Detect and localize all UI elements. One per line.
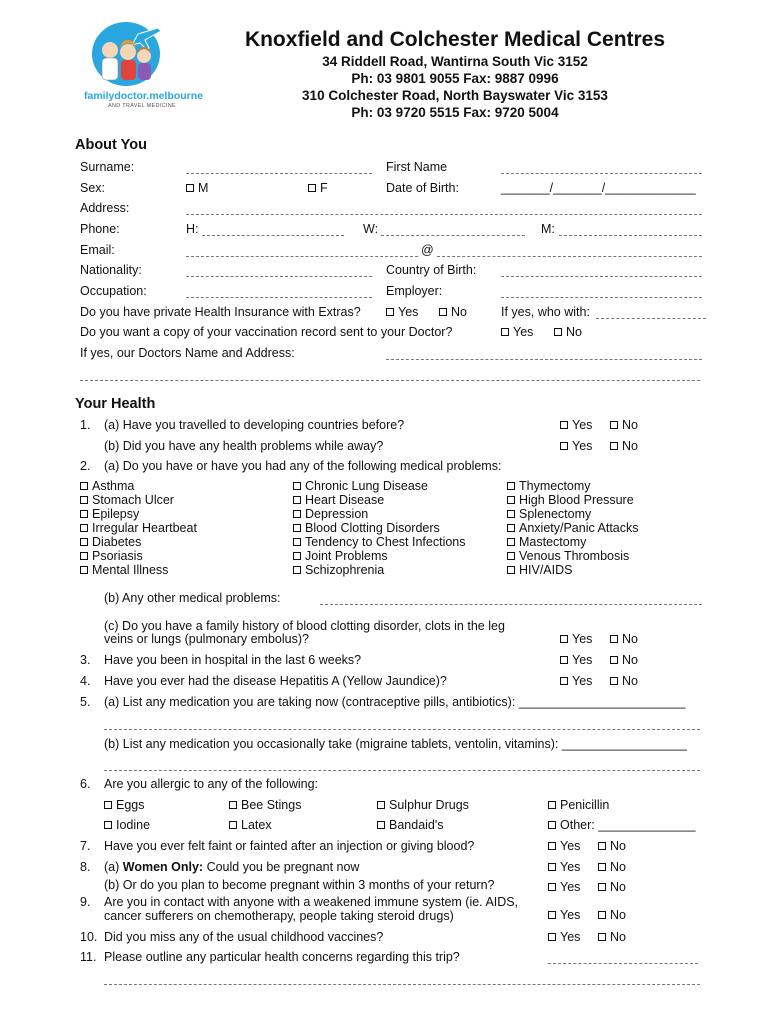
med-label: HIV/AIDS xyxy=(519,563,573,577)
no-label: No xyxy=(610,930,626,944)
first-name-label: First Name xyxy=(386,160,448,174)
q1b-no[interactable] xyxy=(610,439,638,453)
dob-field[interactable]: _______/_______/_____________ xyxy=(501,181,696,195)
surname-field[interactable] xyxy=(186,173,372,174)
checkbox-icon[interactable] xyxy=(560,656,568,664)
med-item[interactable] xyxy=(507,563,639,577)
allergy-other[interactable] xyxy=(548,818,696,832)
phone-line-1: Ph: 03 9801 9055 Fax: 9887 0996 xyxy=(351,71,559,86)
q3-text: Have you been in hospital in the last 6 weeks? xyxy=(104,653,362,667)
no-label: No xyxy=(610,880,626,894)
checkbox-icon[interactable] xyxy=(554,328,562,336)
doctor-question: If yes, our Doctors Name and Address: xyxy=(80,346,295,360)
insurance-no[interactable] xyxy=(439,305,467,319)
checkbox-icon[interactable] xyxy=(104,801,112,809)
email-domain-field[interactable] xyxy=(437,256,702,257)
clinic-logo xyxy=(78,14,208,114)
q1b-text: (b) Did you have any health problems while away? xyxy=(104,439,384,453)
country-label: Country of Birth: xyxy=(386,263,477,277)
medical-col-1 xyxy=(80,479,197,577)
checkbox-icon[interactable] xyxy=(507,510,515,518)
no-label: No xyxy=(566,325,582,339)
checkbox-icon[interactable] xyxy=(598,842,606,850)
med-label: High Blood Pressure xyxy=(519,493,634,507)
allergy-label: Latex xyxy=(241,818,272,832)
med-label: Epilepsy xyxy=(92,507,140,521)
checkbox-icon[interactable] xyxy=(548,933,556,941)
checkbox-icon[interactable] xyxy=(186,184,194,192)
email-at: @ xyxy=(421,243,434,257)
sex-label: Sex: xyxy=(80,181,106,195)
med-item[interactable] xyxy=(507,493,639,507)
med-label: Schizophrenia xyxy=(305,563,385,577)
surname-label: Surname: xyxy=(80,160,135,174)
med-label: Chronic Lung Disease xyxy=(305,479,428,493)
allergy-sulphur[interactable] xyxy=(377,798,469,812)
no-label: No xyxy=(610,908,626,922)
q2c-no[interactable] xyxy=(610,632,638,646)
med-item[interactable] xyxy=(80,549,197,563)
med-label: Mastectomy xyxy=(519,535,587,549)
q1a-yes[interactable] xyxy=(560,418,592,432)
q4-yes[interactable] xyxy=(560,674,592,688)
q4-text: Have you ever had the disease Hepatitis A (Yellow Jaundice)? xyxy=(104,674,447,688)
address-line-1: 34 Riddell Road, Wantirna South Vic 3152 xyxy=(322,54,588,69)
q9-number: 9. xyxy=(80,895,91,909)
med-item[interactable] xyxy=(293,521,466,535)
checkbox-icon[interactable] xyxy=(386,308,394,316)
yes-label: Yes xyxy=(572,632,593,646)
no-label: No xyxy=(622,632,638,646)
q5b-field-2[interactable] xyxy=(104,770,700,771)
sex-male-option[interactable] xyxy=(186,181,208,195)
yes-label: Yes xyxy=(560,839,581,853)
email-label: Email: xyxy=(80,243,115,257)
q8b-yes[interactable] xyxy=(548,880,580,894)
q11-field[interactable] xyxy=(548,963,698,964)
employer-field[interactable] xyxy=(501,297,702,298)
allergy-label: Eggs xyxy=(116,798,145,812)
q9-yes[interactable] xyxy=(548,908,580,922)
logo-tagline: AND TRAVEL MEDICINE xyxy=(108,103,176,109)
med-label: Anxiety/Panic Attacks xyxy=(519,521,639,535)
checkbox-icon[interactable] xyxy=(560,677,568,685)
med-label: Thymectomy xyxy=(519,479,591,493)
q4-no[interactable] xyxy=(610,674,638,688)
insurance-question: Do you have private Health Insurance with Extras? xyxy=(80,305,361,319)
clinic-title: Knoxfield and Colchester Medical Centres xyxy=(244,28,666,51)
q8a-no[interactable] xyxy=(598,860,626,874)
checkbox-icon[interactable] xyxy=(293,482,301,490)
med-label: Diabetes xyxy=(92,535,142,549)
vaccination-no[interactable] xyxy=(554,325,582,339)
q1a-text: (a) Have you travelled to developing countries before? xyxy=(104,418,405,432)
allergy-eggs[interactable] xyxy=(104,798,145,812)
checkbox-icon[interactable] xyxy=(229,821,237,829)
yes-label: Yes xyxy=(560,930,581,944)
q8a-women-only: Women Only: xyxy=(122,860,204,874)
checkbox-icon[interactable] xyxy=(293,524,301,532)
checkbox-icon[interactable] xyxy=(610,635,618,643)
q7-no[interactable] xyxy=(598,839,626,853)
checkbox-icon[interactable] xyxy=(598,911,606,919)
med-item[interactable] xyxy=(80,563,197,577)
phone-label: Phone: xyxy=(80,222,120,236)
email-user-field[interactable] xyxy=(186,256,418,257)
q9-text-2: cancer sufferers on chemotherapy, people taking steroid drugs) xyxy=(104,909,454,923)
allergy-bee-stings[interactable] xyxy=(229,798,301,812)
checkbox-icon[interactable] xyxy=(104,821,112,829)
home-phone-label: H: xyxy=(186,222,199,236)
med-item[interactable] xyxy=(293,507,466,521)
checkbox-icon[interactable] xyxy=(293,538,301,546)
checkbox-icon[interactable] xyxy=(439,308,447,316)
med-label: Splenectomy xyxy=(519,507,592,521)
allergy-label: Bandaid's xyxy=(389,818,444,832)
checkbox-icon[interactable] xyxy=(293,510,301,518)
checkbox-icon[interactable] xyxy=(308,184,316,192)
q8a-suffix: Could you be pregnant now xyxy=(203,860,360,874)
mobile-phone-label: M: xyxy=(541,222,555,236)
q9-no[interactable] xyxy=(598,908,626,922)
q6-number: 6. xyxy=(80,777,91,791)
q5-number: 5. xyxy=(80,695,91,709)
q3-yes[interactable] xyxy=(560,653,592,667)
checkbox-icon[interactable] xyxy=(560,421,568,429)
checkbox-icon[interactable] xyxy=(80,538,88,546)
med-item[interactable] xyxy=(80,493,197,507)
checkbox-icon[interactable] xyxy=(548,821,556,829)
allergy-label: Bee Stings xyxy=(241,798,302,812)
dob-label: Date of Birth: xyxy=(386,181,459,195)
checkbox-icon[interactable] xyxy=(507,496,515,504)
q1-number: 1. xyxy=(80,418,91,432)
yes-label: Yes xyxy=(572,418,593,432)
yes-label: Yes xyxy=(560,860,581,874)
med-label: Blood Clotting Disorders xyxy=(305,521,440,535)
med-item[interactable] xyxy=(80,521,197,535)
med-label: Venous Thrombosis xyxy=(519,549,630,563)
q5a-field-2[interactable] xyxy=(104,729,700,730)
occupation-field[interactable] xyxy=(186,297,372,298)
nationality-field[interactable] xyxy=(186,276,372,277)
q2c-text-1: (c) Do you have a family history of blood clotting disorder, clots in the leg xyxy=(104,619,505,633)
checkbox-icon[interactable] xyxy=(548,801,556,809)
checkbox-icon[interactable] xyxy=(507,566,515,574)
no-label: No xyxy=(622,653,638,667)
checkbox-icon[interactable] xyxy=(80,496,88,504)
country-field[interactable] xyxy=(501,276,702,277)
q11-field-2[interactable] xyxy=(104,984,700,985)
q6-text: Are you allergic to any of the following: xyxy=(104,777,319,791)
q1b-yes[interactable] xyxy=(560,439,592,453)
yes-label: Yes xyxy=(398,305,419,319)
allergy-penicillin[interactable] xyxy=(548,798,609,812)
checkbox-icon[interactable] xyxy=(548,863,556,871)
nationality-label: Nationality: xyxy=(80,263,142,277)
checkbox-icon[interactable] xyxy=(598,863,606,871)
q8b-no[interactable] xyxy=(598,880,626,894)
med-item[interactable] xyxy=(507,479,639,493)
checkbox-icon[interactable] xyxy=(610,442,618,450)
q11-text: Please outline any particular health concerns regarding this trip? xyxy=(104,950,460,964)
q10-no[interactable] xyxy=(598,930,626,944)
medical-col-3 xyxy=(507,479,639,577)
checkbox-icon[interactable] xyxy=(548,842,556,850)
checkbox-icon[interactable] xyxy=(293,552,301,560)
checkbox-icon[interactable] xyxy=(548,883,556,891)
doctor-field[interactable] xyxy=(386,359,702,360)
phone-line-2: Ph: 03 9720 5515 Fax: 9720 5004 xyxy=(351,105,559,120)
yes-label: Yes xyxy=(572,653,593,667)
checkbox-icon[interactable] xyxy=(377,801,385,809)
checkbox-icon[interactable] xyxy=(80,482,88,490)
med-label: Depression xyxy=(305,507,369,521)
allergy-bandaids[interactable] xyxy=(377,818,444,832)
med-item[interactable] xyxy=(507,507,639,521)
q2a-text: (a) Do you have or have you had any of the following medical problems: xyxy=(104,459,502,473)
occupation-label: Occupation: xyxy=(80,284,147,298)
address-label: Address: xyxy=(80,201,130,215)
checkbox-icon[interactable] xyxy=(560,635,568,643)
vaccination-question: Do you want a copy of your vaccination record sent to your Doctor? xyxy=(80,325,453,339)
yes-label: Yes xyxy=(560,880,581,894)
q8b-text: (b) Or do you plan to become pregnant within 3 months of your return? xyxy=(104,878,495,892)
female-label: F xyxy=(320,181,328,195)
med-label: Heart Disease xyxy=(305,493,385,507)
med-item[interactable] xyxy=(293,549,466,563)
q2c-yes[interactable] xyxy=(560,632,592,646)
med-item[interactable] xyxy=(293,493,466,507)
q11-number: 11. xyxy=(80,950,97,964)
checkbox-icon[interactable] xyxy=(229,801,237,809)
checkbox-icon[interactable] xyxy=(548,911,556,919)
med-item[interactable] xyxy=(80,535,197,549)
checkbox-icon[interactable] xyxy=(610,421,618,429)
q10-text: Did you miss any of the usual childhood vaccines? xyxy=(104,930,384,944)
checkbox-icon[interactable] xyxy=(507,482,515,490)
address-line-2: 310 Colchester Road, North Bayswater Vic 3153 xyxy=(302,88,608,103)
yes-label: Yes xyxy=(572,439,593,453)
med-item[interactable] xyxy=(293,479,466,493)
male-label: M xyxy=(198,181,209,195)
checkbox-icon[interactable] xyxy=(507,538,515,546)
q8a-text xyxy=(104,860,359,874)
checkbox-icon[interactable] xyxy=(80,566,88,574)
med-item[interactable] xyxy=(507,549,639,563)
insurance-who-field[interactable] xyxy=(596,318,706,319)
health-heading: Your Health xyxy=(75,396,156,412)
q3-no[interactable] xyxy=(610,653,638,667)
med-label: Mental Illness xyxy=(92,563,169,577)
allergy-label: Penicillin xyxy=(560,798,610,812)
no-label: No xyxy=(622,418,638,432)
no-label: No xyxy=(622,439,638,453)
home-phone-field[interactable] xyxy=(202,235,344,236)
med-label: Stomach Ulcer xyxy=(92,493,174,507)
work-phone-label: W: xyxy=(363,222,379,236)
checkbox-icon[interactable] xyxy=(293,566,301,574)
checkbox-icon[interactable] xyxy=(598,933,606,941)
q7-number: 7. xyxy=(80,839,91,853)
med-label: Psoriasis xyxy=(92,549,143,563)
allergy-iodine[interactable] xyxy=(104,818,150,832)
insurance-yes[interactable] xyxy=(386,305,418,319)
insurance-who-label: If yes, who with: xyxy=(501,305,590,319)
address-field[interactable] xyxy=(186,214,702,215)
checkbox-icon[interactable] xyxy=(293,496,301,504)
checkbox-icon[interactable] xyxy=(560,442,568,450)
q10-number: 10. xyxy=(80,930,98,944)
checkbox-icon[interactable] xyxy=(80,552,88,560)
q10-yes[interactable] xyxy=(548,930,580,944)
checkbox-icon[interactable] xyxy=(598,883,606,891)
q2-number: 2. xyxy=(80,459,91,473)
med-label: Irregular Heartbeat xyxy=(92,521,197,535)
q7-yes[interactable] xyxy=(548,839,580,853)
med-item[interactable] xyxy=(80,507,197,521)
q8a-yes[interactable] xyxy=(548,860,580,874)
allergy-latex[interactable] xyxy=(229,818,272,832)
no-label: No xyxy=(610,839,626,853)
yes-label: Yes xyxy=(572,674,593,688)
checkbox-icon[interactable] xyxy=(507,524,515,532)
q5b-text[interactable]: (b) List any medication you occasionally take (migraine tablets, ventolin, vitamins): __________________ xyxy=(104,737,687,751)
med-item[interactable] xyxy=(293,563,466,577)
allergy-label: Other: ______________ xyxy=(560,818,696,832)
q7-text: Have you ever felt faint or fainted after an injection or giving blood? xyxy=(104,839,475,853)
checkbox-icon[interactable] xyxy=(501,328,509,336)
no-label: No xyxy=(622,674,638,688)
yes-label: Yes xyxy=(513,325,534,339)
first-name-field[interactable] xyxy=(501,173,702,174)
mobile-phone-field[interactable] xyxy=(559,235,702,236)
q2b-text: (b) Any other medical problems: xyxy=(104,591,281,605)
med-label: Joint Problems xyxy=(305,549,388,563)
med-item[interactable] xyxy=(80,479,197,493)
checkbox-icon[interactable] xyxy=(610,656,618,664)
checkbox-icon[interactable] xyxy=(377,821,385,829)
sex-female-option[interactable] xyxy=(308,181,328,195)
about-heading: About You xyxy=(75,137,147,153)
q5a-text[interactable]: (a) List any medication you are taking now (contraceptive pills, antibiotics): ________________________ xyxy=(104,695,686,709)
checkbox-icon[interactable] xyxy=(610,677,618,685)
q3-number: 3. xyxy=(80,653,91,667)
allergy-label: Iodine xyxy=(116,818,151,832)
medical-col-2 xyxy=(293,479,466,577)
no-label: No xyxy=(451,305,467,319)
med-item[interactable] xyxy=(507,521,639,535)
med-label: Asthma xyxy=(92,479,135,493)
employer-label: Employer: xyxy=(386,284,443,298)
q2b-field[interactable] xyxy=(320,604,702,605)
doctor-field-2[interactable] xyxy=(80,380,700,381)
q4-number: 4. xyxy=(80,674,91,688)
allergy-label: Sulphur Drugs xyxy=(389,798,469,812)
checkbox-icon[interactable] xyxy=(80,524,88,532)
med-label: Tendency to Chest Infections xyxy=(305,535,466,549)
checkbox-icon[interactable] xyxy=(507,552,515,560)
vaccination-yes[interactable] xyxy=(501,325,533,339)
q2c-text-2: veins or lungs (pulmonary embolus)? xyxy=(104,632,309,646)
no-label: No xyxy=(610,860,626,874)
med-item[interactable] xyxy=(293,535,466,549)
q9-text-1: Are you in contact with anyone with a weakened immune system (ie. AIDS, xyxy=(104,895,519,909)
q1a-no[interactable] xyxy=(610,418,638,432)
work-phone-field[interactable] xyxy=(381,235,525,236)
med-item[interactable] xyxy=(507,535,639,549)
logo-brand-text: familydoctor.melbourne xyxy=(84,90,204,102)
q8a-prefix: (a) xyxy=(104,860,123,874)
q8-number: 8. xyxy=(80,860,91,874)
yes-label: Yes xyxy=(560,908,581,922)
checkbox-icon[interactable] xyxy=(80,510,88,518)
